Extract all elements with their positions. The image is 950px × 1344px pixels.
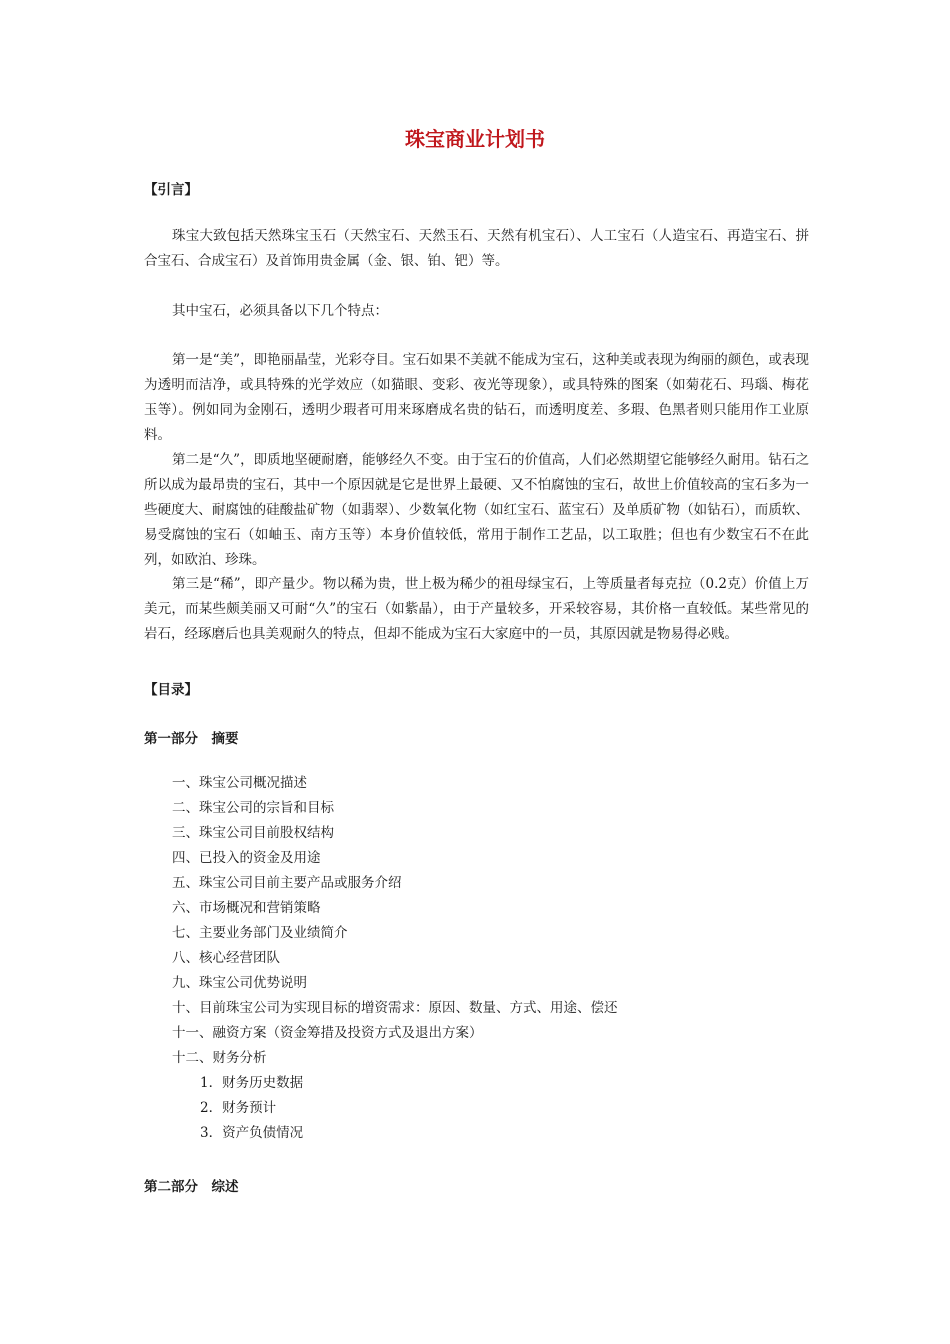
toc-subitem[interactable]: 3．资产负债情况 [200, 1125, 304, 1141]
intro-paragraph: 第一是“美”，即艳丽晶莹，光彩夺目。宝石如果不美就不能成为宝石，这种美或表现为绚丽的颜色，或表现为透明而洁净，或具特殊的光学效应（如猫眼、变彩、夜光等现象），或具特殊的图案（如菊花石、玛瑙、梅花玉等）。例如同为金刚石，透明少瑕者可用来琢磨成名贵的钻石，而透明度差、多瑕、色黑者则只能用作工业原料。 [144, 352, 809, 443]
toc-item[interactable]: 八、核心经营团队 [172, 950, 280, 966]
intro-paragraph: 珠宝大致包括天然珠宝玉石（天然宝石、天然玉石、天然有机宝石）、人工宝石（人造宝石、再造宝石、拼合宝石、合成宝石）及首饰用贵金属（金、银、铂、钯）等。 [144, 228, 809, 269]
toc-item[interactable]: 三、珠宝公司目前股权结构 [172, 825, 334, 841]
toc-subitem[interactable]: 2．财务预计 [200, 1100, 277, 1116]
document-title: 珠宝商业计划书 [405, 127, 545, 151]
toc-item[interactable]: 九、珠宝公司优势说明 [172, 975, 307, 991]
toc-item[interactable]: 七、主要业务部门及业绩简介 [172, 925, 348, 941]
toc-heading: 【目录】 [144, 682, 198, 698]
toc-item[interactable]: 十、目前珠宝公司为实现目标的增资需求：原因、数量、方式、用途、偿还 [172, 1000, 618, 1016]
toc-subitem[interactable]: 1．财务历史数据 [200, 1075, 304, 1091]
toc-item[interactable]: 二、珠宝公司的宗旨和目标 [172, 800, 334, 816]
toc-item[interactable]: 五、珠宝公司目前主要产品或服务介绍 [172, 875, 402, 891]
intro-paragraph: 第二是“久”，即质地坚硬耐磨，能够经久不变。由于宝石的价值高，人们必然期望它能够经久耐用。钻石之所以成为最昂贵的宝石，其中一个原因就是它是世界上最硬、又不怕腐蚀的宝石，故世上价值较高的宝石多为一些硬度大、耐腐蚀的硅酸盐矿物（如翡翠）、少数氧化物（如红宝石、蓝宝石）及单质矿物（如钻石），而质软、易受腐蚀的宝石（如岫玉、南方玉等）本身价值较低，常用于制作工艺品，以工取胜；但也有少数宝石不在此列，如欧泊、珍珠。 [144, 452, 809, 568]
toc-item[interactable]: 十一、融资方案（资金筹措及投资方式及退出方案） [172, 1025, 483, 1041]
toc-item[interactable]: 十二、财务分析 [172, 1050, 267, 1066]
intro-heading: 【引言】 [144, 182, 198, 198]
part1-heading: 第一部分 摘要 [144, 731, 239, 747]
toc-item[interactable]: 一、珠宝公司概况描述 [172, 775, 307, 791]
intro-paragraph: 其中宝石，必须具备以下几个特点： [172, 303, 388, 319]
intro-paragraph: 第三是“稀”，即产量少。物以稀为贵，世上极为稀少的祖母绿宝石，上等质量者每克拉（0.2克）价值上万美元，而某些颇美丽又可耐“久”的宝石（如紫晶），由于产量较多，开采较容易，其价格一直较低。某些常见的岩石，经琢磨后也具美观耐久的特点，但却不能成为宝石大家庭中的一员，其原因就是物易得必贱。 [144, 576, 809, 642]
part2-heading: 第二部分 综述 [144, 1179, 239, 1195]
toc-item[interactable]: 四、已投入的资金及用途 [172, 850, 321, 866]
toc-item[interactable]: 六、市场概况和营销策略 [172, 900, 321, 916]
